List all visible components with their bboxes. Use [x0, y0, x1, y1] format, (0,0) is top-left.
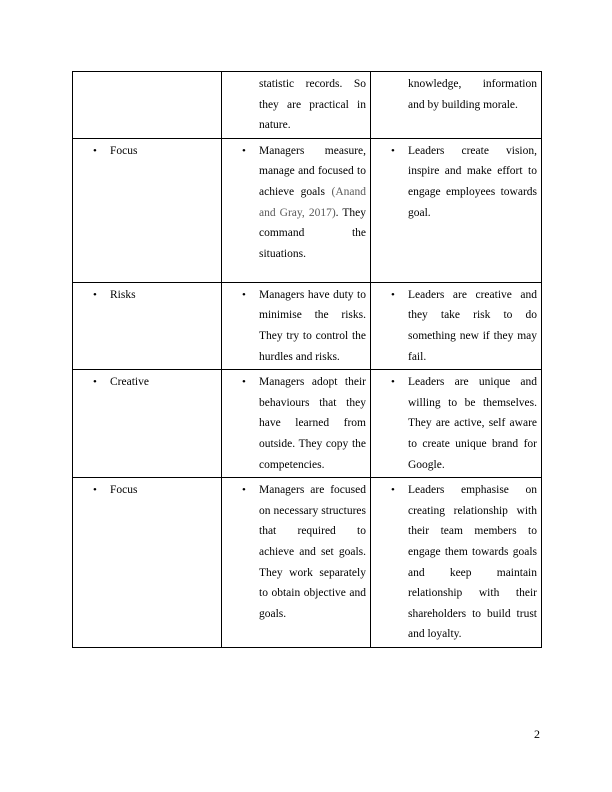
page-number: 2 [534, 727, 540, 741]
table-row [73, 72, 542, 139]
bullet-icon: • [93, 484, 97, 497]
comparison-table [72, 71, 542, 648]
table-cell-aspect [73, 72, 222, 139]
managers-text-cont: . They command the situations. [259, 206, 366, 260]
citation: (Anand and Gray, 2017) [259, 185, 366, 219]
aspect-label: Creative [110, 376, 149, 389]
table-cell-managers [222, 138, 371, 282]
table-cell-leaders [371, 282, 542, 369]
table-cell-managers [222, 282, 371, 369]
table-row [73, 370, 542, 478]
bullet-icon: • [242, 484, 246, 497]
bullet-icon: • [391, 376, 395, 389]
table-row [73, 478, 542, 648]
table-cell-managers [222, 478, 371, 648]
leaders-text: Leaders create vision, inspire and make effort to engage employees towards goal. [408, 144, 537, 219]
managers-text: Managers adopt their behaviours that they have learned from outside. They copy the competencies. [259, 376, 366, 471]
table-cell-leaders [371, 138, 542, 282]
table-cell-leaders [371, 370, 542, 478]
table-cell-aspect [73, 138, 222, 282]
leaders-text: Leaders are unique and willing to be themselves. They are active, self aware to create unique brand for Google. [408, 376, 537, 471]
table-cell-managers [222, 72, 371, 139]
managers-text: statistic records. So they are practical in nature. [259, 78, 366, 132]
bullet-icon: • [391, 144, 395, 157]
bullet-icon: • [391, 484, 395, 497]
table-cell-aspect [73, 282, 222, 369]
managers-text: Managers are focused on necessary structures that required to achieve and set goals. They work separately to obtain objective and goals. [259, 484, 366, 620]
table-cell-leaders [371, 72, 542, 139]
aspect-label: Focus [110, 484, 138, 497]
bullet-icon: • [242, 376, 246, 389]
table-row [73, 282, 542, 369]
aspect-label: Focus [110, 144, 138, 157]
leaders-text: knowledge, information and by building morale. [408, 78, 537, 111]
aspect-label: Risks [110, 288, 136, 301]
managers-text: Managers measure, manage and focused to achieve goals [259, 144, 366, 198]
leaders-text: Leaders are creative and they take risk to do something new if they may fail. [408, 288, 537, 363]
managers-text: Managers have duty to minimise the risks. They try to control the hurdles and risks. [259, 288, 366, 363]
table-cell-aspect [73, 370, 222, 478]
bullet-icon: • [93, 288, 97, 301]
bullet-icon: • [242, 288, 246, 301]
table-row [73, 138, 542, 282]
bullet-icon: • [391, 288, 395, 301]
bullet-icon: • [93, 376, 97, 389]
table-cell-aspect [73, 478, 222, 648]
leaders-text: Leaders emphasise on creating relationship with their team members to engage them towards goals and keep maintain relationship with their shareholders to build trust and loyalty. [408, 484, 537, 641]
bullet-icon: • [242, 144, 246, 157]
bullet-icon: • [93, 144, 97, 157]
table-cell-leaders [371, 478, 542, 648]
table-cell-managers [222, 370, 371, 478]
